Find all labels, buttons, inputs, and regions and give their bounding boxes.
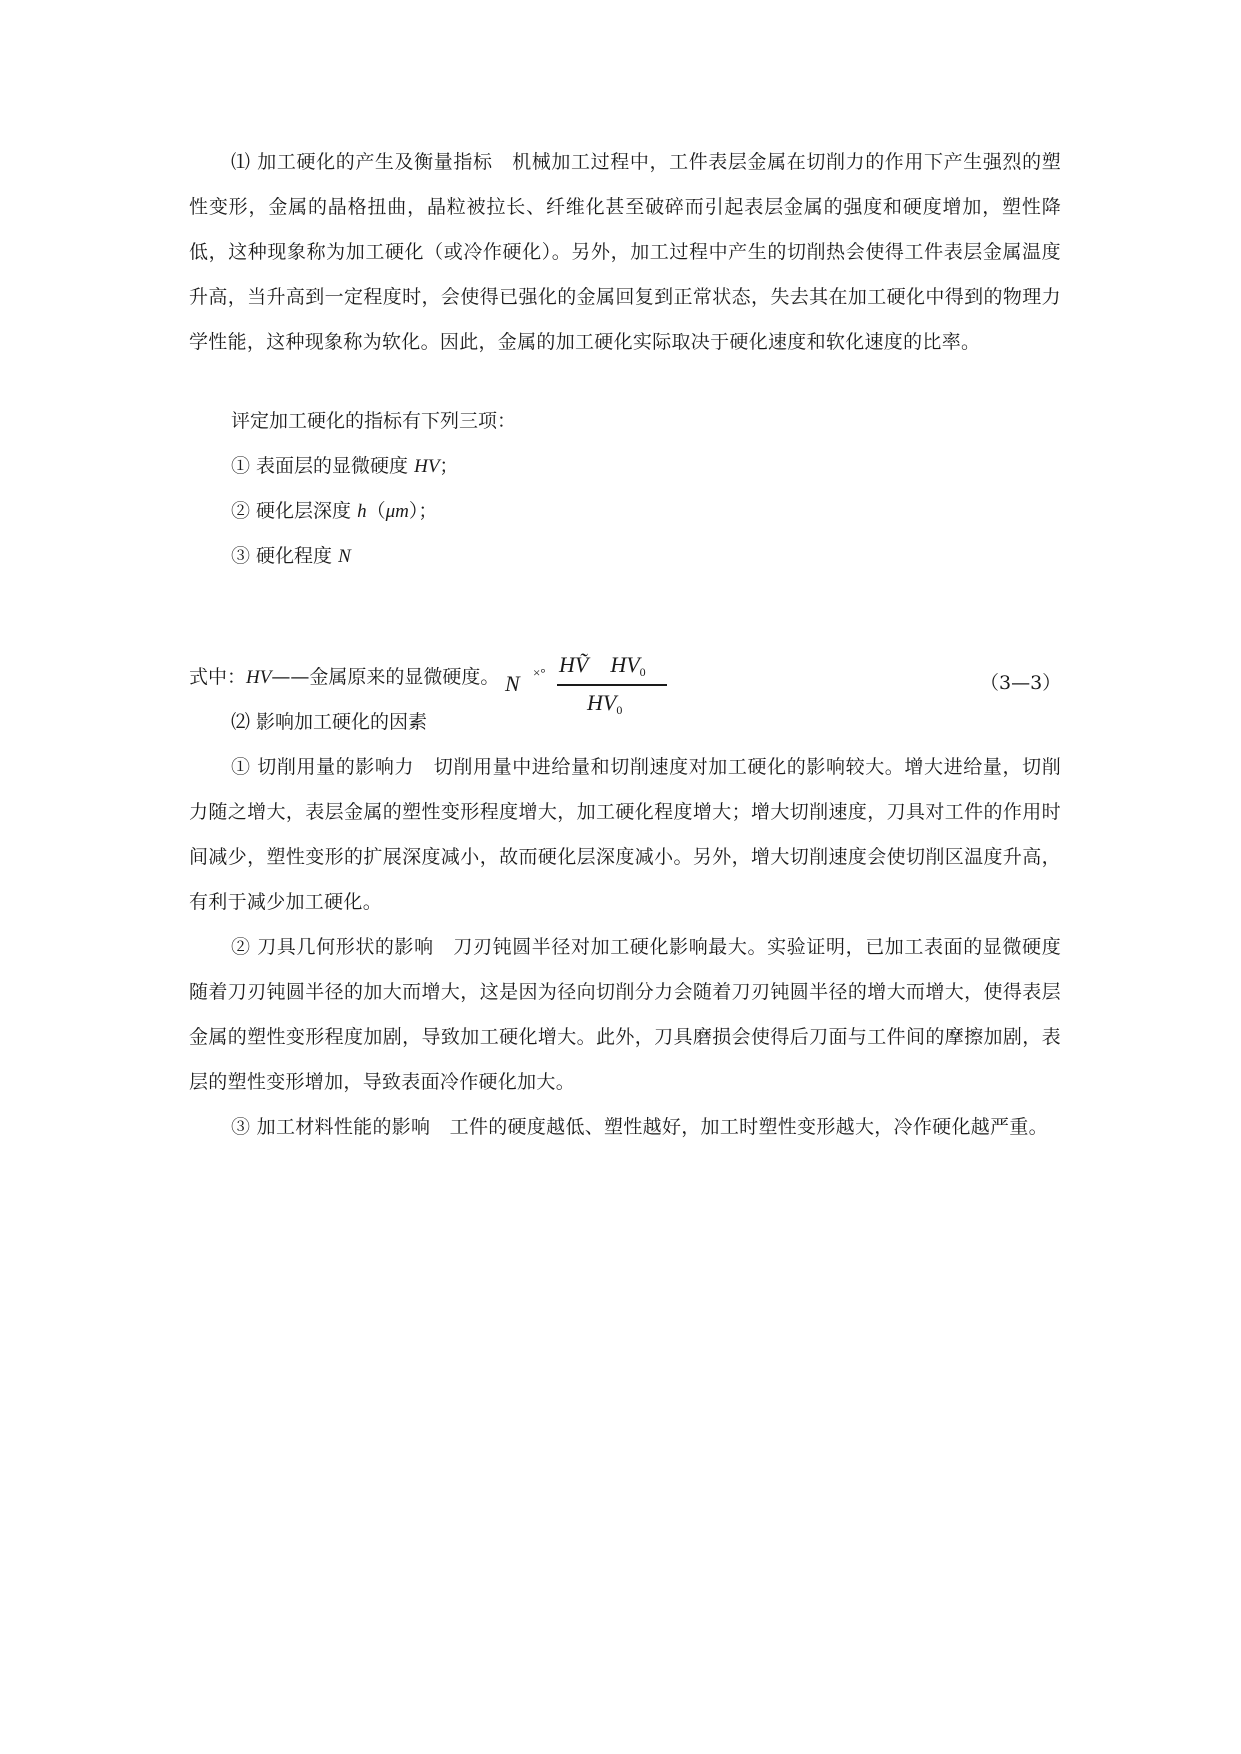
indicator-item-3-var: N <box>338 546 351 567</box>
indicator-item-2-suffix: ）； <box>408 500 438 522</box>
factor-2-paragraph: ② 刀具几何形状的影响 刀刃钝圆半径对加工硬化影响最大。实验证明，已加工表面的显微硬度随着刀刃钝圆半径的加大而增大，这是因为径向切削分力会随着刀刃钝圆半径的增大而增大，使得表层金属的塑性变形程度加剧，导致加工硬化增大。此外，刀具磨损会使得后刀面与工件间的摩擦加剧，表层的塑性变形增加，导致表面冷作硬化加大。 <box>189 936 1061 1093</box>
formula-numerator <box>559 648 646 680</box>
formula-note <box>189 655 499 700</box>
section1-paragraph: ⑴ 加工硬化的产生及衡量指标 机械加工过程中，工件表层金属在切削力的作用下产生强烈的塑性变形，金属的晶格扭曲，晶粒被拉长、纤维化甚至破碎而引起表层金属的强度和硬度增加，塑性降低，这种现象称为加工硬化（或冷作硬化）。另外，加工过程中产生的切削热会使得工件表层金属温度升高，当升高到一定程度时，会使得已强化的金属回复到正常状态，失去其在加工硬化中得到的物理力学性能，这种现象称为软化。因此，金属的加工硬化实际取决于硬化速度和软化速度的比率。 <box>189 151 1061 353</box>
formula-note-var: HV <box>246 667 272 688</box>
indicator-item-3 <box>231 534 351 579</box>
formula-operator: ×° <box>533 665 546 680</box>
formula-note-text: ——金属原来的显微硬度。 <box>271 666 500 688</box>
indicator-item-1-var: HV <box>414 456 440 477</box>
formula-denominator <box>587 690 622 718</box>
formula-lhs: N <box>505 671 520 696</box>
formula-numerator-sub: 0 <box>639 665 646 679</box>
formula-denominator-sub: 0 <box>616 703 623 717</box>
factor-1-paragraph: ① 切削用量的影响力 切削用量中进给量和切削速度对加工硬化的影响较大。增大进给量，切削力随之增大，表层金属的塑性变形程度增大，加工硬化程度增大；增大切削速度，刀具对工件的作用时间减少，塑性变形的扩展深度减小，故而硬化层深度减小。另外，增大切削速度会使切削区温度升高，有利于减少加工硬化。 <box>189 756 1061 913</box>
indicators-intro: 评定加工硬化的指标有下列三项： <box>231 410 517 432</box>
section2-title: ⑵ 影响加工硬化的因素 <box>231 711 428 733</box>
formula-numerator-text: HṼ HV <box>559 652 640 677</box>
indicator-item-2-var: h <box>357 501 367 522</box>
equation-number: （3—3） <box>980 672 1062 694</box>
indicator-item-2-paren: （ <box>366 500 386 522</box>
indicator-item-2-unit: μm <box>385 501 409 522</box>
indicator-item-1-prefix: ① 表面层的显微硬度 <box>231 455 415 477</box>
indicator-item-3-prefix: ③ 硬化程度 <box>231 545 339 567</box>
indicator-item-2-prefix: ② 硬化层深度 <box>231 500 358 522</box>
indicator-item-1 <box>231 444 458 489</box>
factor-3-paragraph: ③ 加工材料性能的影响 工件的硬度越低、塑性越好，加工时塑性变形越大，冷作硬化越严重。 <box>231 1116 1048 1138</box>
fraction-bar <box>557 684 667 686</box>
formula-note-prefix: 式中： <box>189 666 247 688</box>
formula-denominator-text: HV <box>587 690 617 715</box>
indicator-item-1-suffix: ； <box>439 455 459 477</box>
hardening-formula <box>505 648 705 728</box>
indicator-item-2 <box>231 489 437 534</box>
